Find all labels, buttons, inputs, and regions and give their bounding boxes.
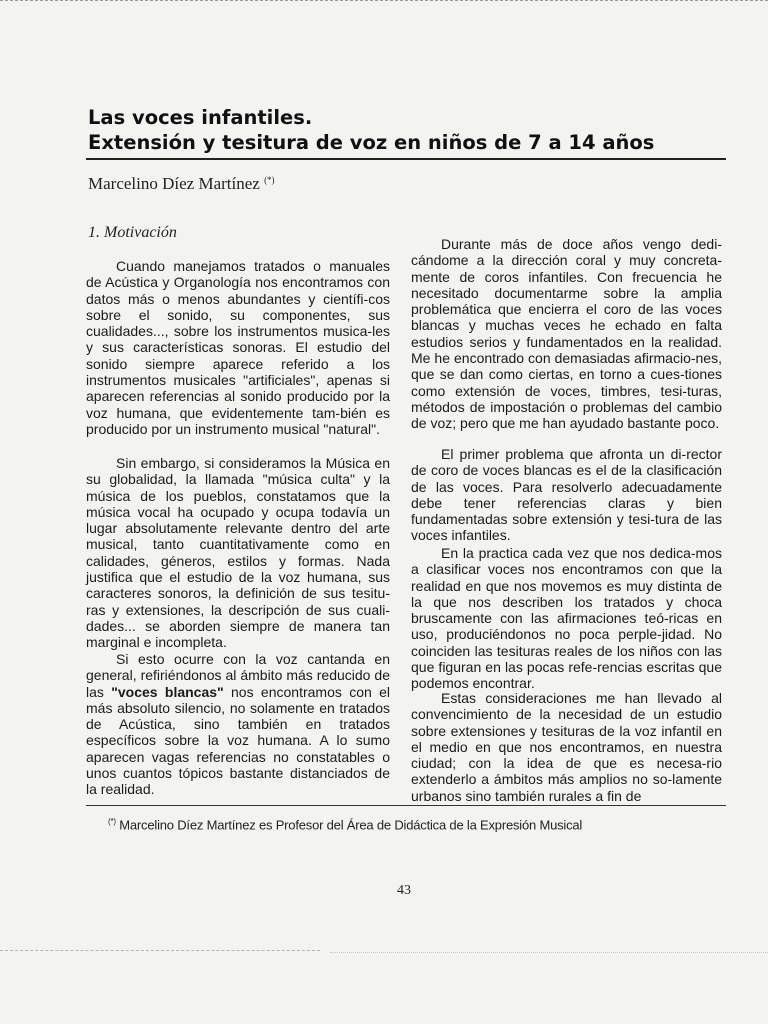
scan-edge-bottom xyxy=(330,952,768,953)
title-rule xyxy=(86,158,726,160)
article-title xyxy=(88,105,728,155)
paragraph-text: Si esto ocurre con la voz cantanda en general, refiriéndonos al ámbito más reducido de las xyxy=(86,651,390,700)
author-name: Marcelino Díez Martínez xyxy=(88,174,260,193)
paragraph xyxy=(86,651,390,798)
page-number: 43 xyxy=(397,883,411,898)
author-footnote-mark: (*) xyxy=(264,175,275,185)
paragraph: Cuando manejamos tratados o manuales de Acústica y Organología nos encontramos con datos más o menos abundantes y científi-cos sobre el sonido, su componentes, sus cualidades..., sobre los instrumentos musica-les y sus características sonoras. El estudio del sonido siempre aparece referido a los instrumentos musicales "artificiales", apenas si aparecen referencias al sonido producido por la voz humana, que evidentemente tam-bién es producido por un instrumento musical "natural". xyxy=(86,258,390,437)
scan-edge-bottom xyxy=(0,950,320,951)
footnote-mark: (*) xyxy=(108,817,116,826)
bold-term: "voces blancas" xyxy=(111,683,224,700)
footnote-rule xyxy=(86,805,726,806)
footnote-text: Marcelino Díez Martínez es Profesor del Área de Didáctica de la Expresión Musical xyxy=(119,817,583,833)
paragraph: Sin embargo, si consideramos la Música en su globalidad, la llamada "música culta" y la música de los pueblos, constatamos que la música vocal ha ocupado y ocupa todavía un lugar absolutamente relevante dentro del arte musical, tanto cuantitativamente como en calidades, géneros, estilos y formas. Nada justifica que el estudio de la voz humana, sus caracteres sonoros, la definición de sus tesitu-ras y extensiones, la descripción de sus cuali-dades... se aborden siempre de manera tan marginal e incompleta. xyxy=(86,455,390,651)
section-heading: 1. Motivación xyxy=(88,224,177,241)
paragraph-text: nos encontramos con el más absoluto silencio, no solamente en tratados de Acústica, sino también en tratados específicos sobre la voz humana. A lo sumo aparecen vagas referencias no constatables o unos cuantos tópicos bastante distanciados de la realidad. xyxy=(86,683,390,798)
title-line-1: Las voces infantiles. xyxy=(88,106,313,129)
author-line xyxy=(88,174,275,194)
paragraph: Durante más de doce años vengo dedi-cándome a la dirección coral y muy concreta-mente de coros infantiles. Con frecuencia he necesitado documentarme sobre la amplia problemática que encierra el coro de las voces blancas y muchas veces he echado en falta estudios serios y fundamentados en la realidad. Me he encontrado con demasiadas afirmacio-nes, que se dan como ciertas, en torno a cues-tiones como extensión de voces, timbres, tesi-turas, métodos de impostación o problemas del cambio de voz; pero que me han ayudado bastante poco. xyxy=(411,236,722,432)
title-line-2: Extensión y tesitura de voz en niños de 7 a 14 años xyxy=(88,131,655,154)
paragraph: En la practica cada vez que nos dedica-mos a clasificar voces nos encontramos con que la realidad en que nos movemos es muy distinta de la que nos describen los tratados y choca bruscamente con las afirmaciones teó-ricas en uso, produciéndonos no poca perple-jidad. No coinciden las tesituras reales de los niños con las que figuran en las pocas refe-rencias escritas que podemos encontrar. xyxy=(411,545,722,692)
footnote xyxy=(108,817,582,832)
paragraph: Estas consideraciones me han llevado al convencimiento de la necesidad de un estudio sobre extensiones y tesituras de la voz infantil en el medio en que nos encontramos, en nuestra ciudad; con la idea de que es necesa-rio extenderlo a ámbitos más amplios no so-lamente urbanos sino también rurales a fin de xyxy=(411,690,722,804)
paragraph: El primer problema que afronta un di-rector de coro de voces blancas es el de la clasificación de las voces. Para resolverlo adecuadamente debe tener referencias claras y bien fundamentadas sobre extensión y tesi-tura de las voces infantiles. xyxy=(411,446,722,544)
scan-edge-top xyxy=(0,0,768,3)
